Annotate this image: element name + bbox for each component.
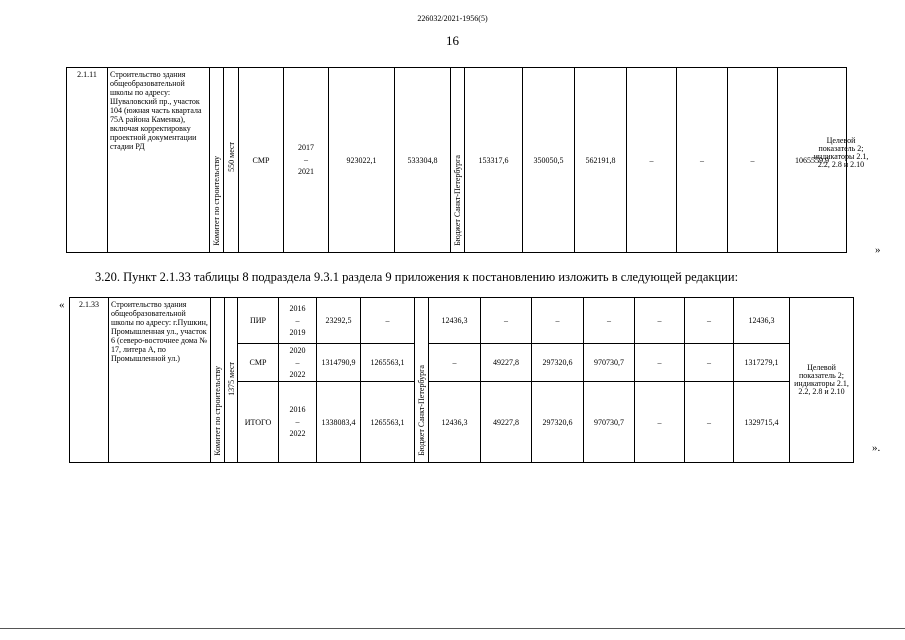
value-6: – [685, 382, 734, 463]
cost-total: 923022,1 [329, 68, 395, 253]
table-row [67, 68, 847, 253]
year-start: 2016 [289, 303, 306, 313]
value-4: – [584, 298, 635, 344]
source-text: Бюджет Санкт-Петербурга [417, 365, 426, 456]
year-dash: – [295, 357, 300, 367]
year-dash: – [295, 417, 300, 426]
table-item-2-1-33 [69, 297, 854, 463]
year-start: 2016 [289, 405, 306, 414]
page-edge-line [0, 628, 905, 629]
value-6: – [685, 298, 734, 344]
stage: ИТОГО [238, 382, 279, 463]
amendment-paragraph: 3.20. Пункт 2.1.33 таблицы 8 подраздела 9.3.1 раздела 9 приложения к постановлению изложить в следующей редакции: [95, 270, 739, 284]
stage: СМР [239, 68, 284, 253]
value-5: – [635, 298, 685, 344]
years [279, 298, 317, 344]
value-2: – [481, 298, 532, 344]
item-description: Строительство здания общеобразовательной школы по адресу: Шуваловский пр., участок 104 (южная часть квартала 75А района Каменка), включая корректировку проектной документации стадии РД [108, 68, 210, 253]
year-dash: – [295, 315, 300, 325]
value-1: 12436,3 [429, 298, 481, 344]
years [279, 382, 317, 463]
open-quote: « [59, 299, 65, 311]
capacity-text: 550 мест [226, 142, 236, 172]
close-quote-2: ». [872, 442, 881, 454]
stage: СМР [238, 344, 279, 382]
close-quote: » [875, 244, 881, 256]
table-item-2-1-11 [66, 67, 847, 253]
cost-total: 23292,5 [317, 298, 361, 344]
year-end: 2019 [289, 327, 306, 337]
item-code: 2.1.11 [67, 68, 108, 253]
value-5: – [677, 68, 728, 253]
sum: 12436,3 [734, 298, 790, 344]
year-dash: – [304, 155, 308, 164]
value-3: – [532, 298, 584, 344]
customer-cell [211, 298, 225, 463]
source-cell [415, 298, 429, 463]
customer-text: Комитет по строительству [213, 366, 222, 456]
cost-total: 1314790,9 [317, 344, 361, 382]
sum: 1065559,9 [778, 68, 847, 253]
capacity-cell [224, 68, 239, 253]
value-3: 297320,6 [532, 382, 584, 463]
item-description: Строительство здания общеобразовательной школы по адресу: г.Пушкин, Промышленная ул., участок 6 (северо-восточнее дома № 17, литера А, по Промышленной ул.) [109, 298, 211, 463]
value-3: 562191,8 [575, 68, 627, 253]
cost-total: 1338083,4 [317, 382, 361, 463]
cost-prev: 1265563,1 [361, 344, 415, 382]
value-1: 12436,3 [429, 382, 481, 463]
value-4: 970730,7 [584, 344, 635, 382]
years [284, 68, 329, 253]
value-3: 297320,6 [532, 344, 584, 382]
value-2: 49227,8 [481, 382, 532, 463]
value-5: – [635, 382, 685, 463]
value-6: – [728, 68, 778, 253]
cost-prev: 1265563,1 [361, 382, 415, 463]
value-1: – [429, 344, 481, 382]
stage: ПИР [238, 298, 279, 344]
target-note: Целевой показатель 2; индикаторы 2.1, 2.2, 2.8 и 2.10 [813, 136, 869, 169]
value-4: – [627, 68, 677, 253]
source-text: Бюджет Санкт-Петербурга [453, 155, 462, 246]
value-6: – [685, 344, 734, 382]
value-5: – [635, 344, 685, 382]
item-code: 2.1.33 [70, 298, 109, 463]
year-end: 2022 [289, 429, 306, 438]
sum: 1317279,1 [734, 344, 790, 382]
year-end: 2021 [298, 167, 314, 176]
cost-prev: – [361, 298, 415, 344]
year-start: 2017 [298, 143, 314, 152]
year-end: 2022 [289, 369, 306, 379]
customer-text: Комитет по строительству [212, 156, 221, 246]
value-1: 153317,6 [465, 68, 523, 253]
capacity-text: 1375 мест [226, 362, 236, 396]
years [279, 344, 317, 382]
value-4: 970730,7 [584, 382, 635, 463]
value-2: 350050,5 [523, 68, 575, 253]
target-note: Целевой показатель 2; индикаторы 2.1, 2.2, 2.8 и 2.10 [790, 298, 854, 463]
customer-cell [210, 68, 224, 253]
table-row [70, 298, 854, 344]
document-code: 226032/2021-1956(5) [417, 14, 488, 23]
cost-prev: 533304,8 [395, 68, 451, 253]
year-start: 2020 [289, 345, 306, 355]
value-2: 49227,8 [481, 344, 532, 382]
source-cell [451, 68, 465, 253]
capacity-cell [225, 298, 238, 463]
page-number: 16 [446, 33, 459, 48]
sum: 1329715,4 [734, 382, 790, 463]
